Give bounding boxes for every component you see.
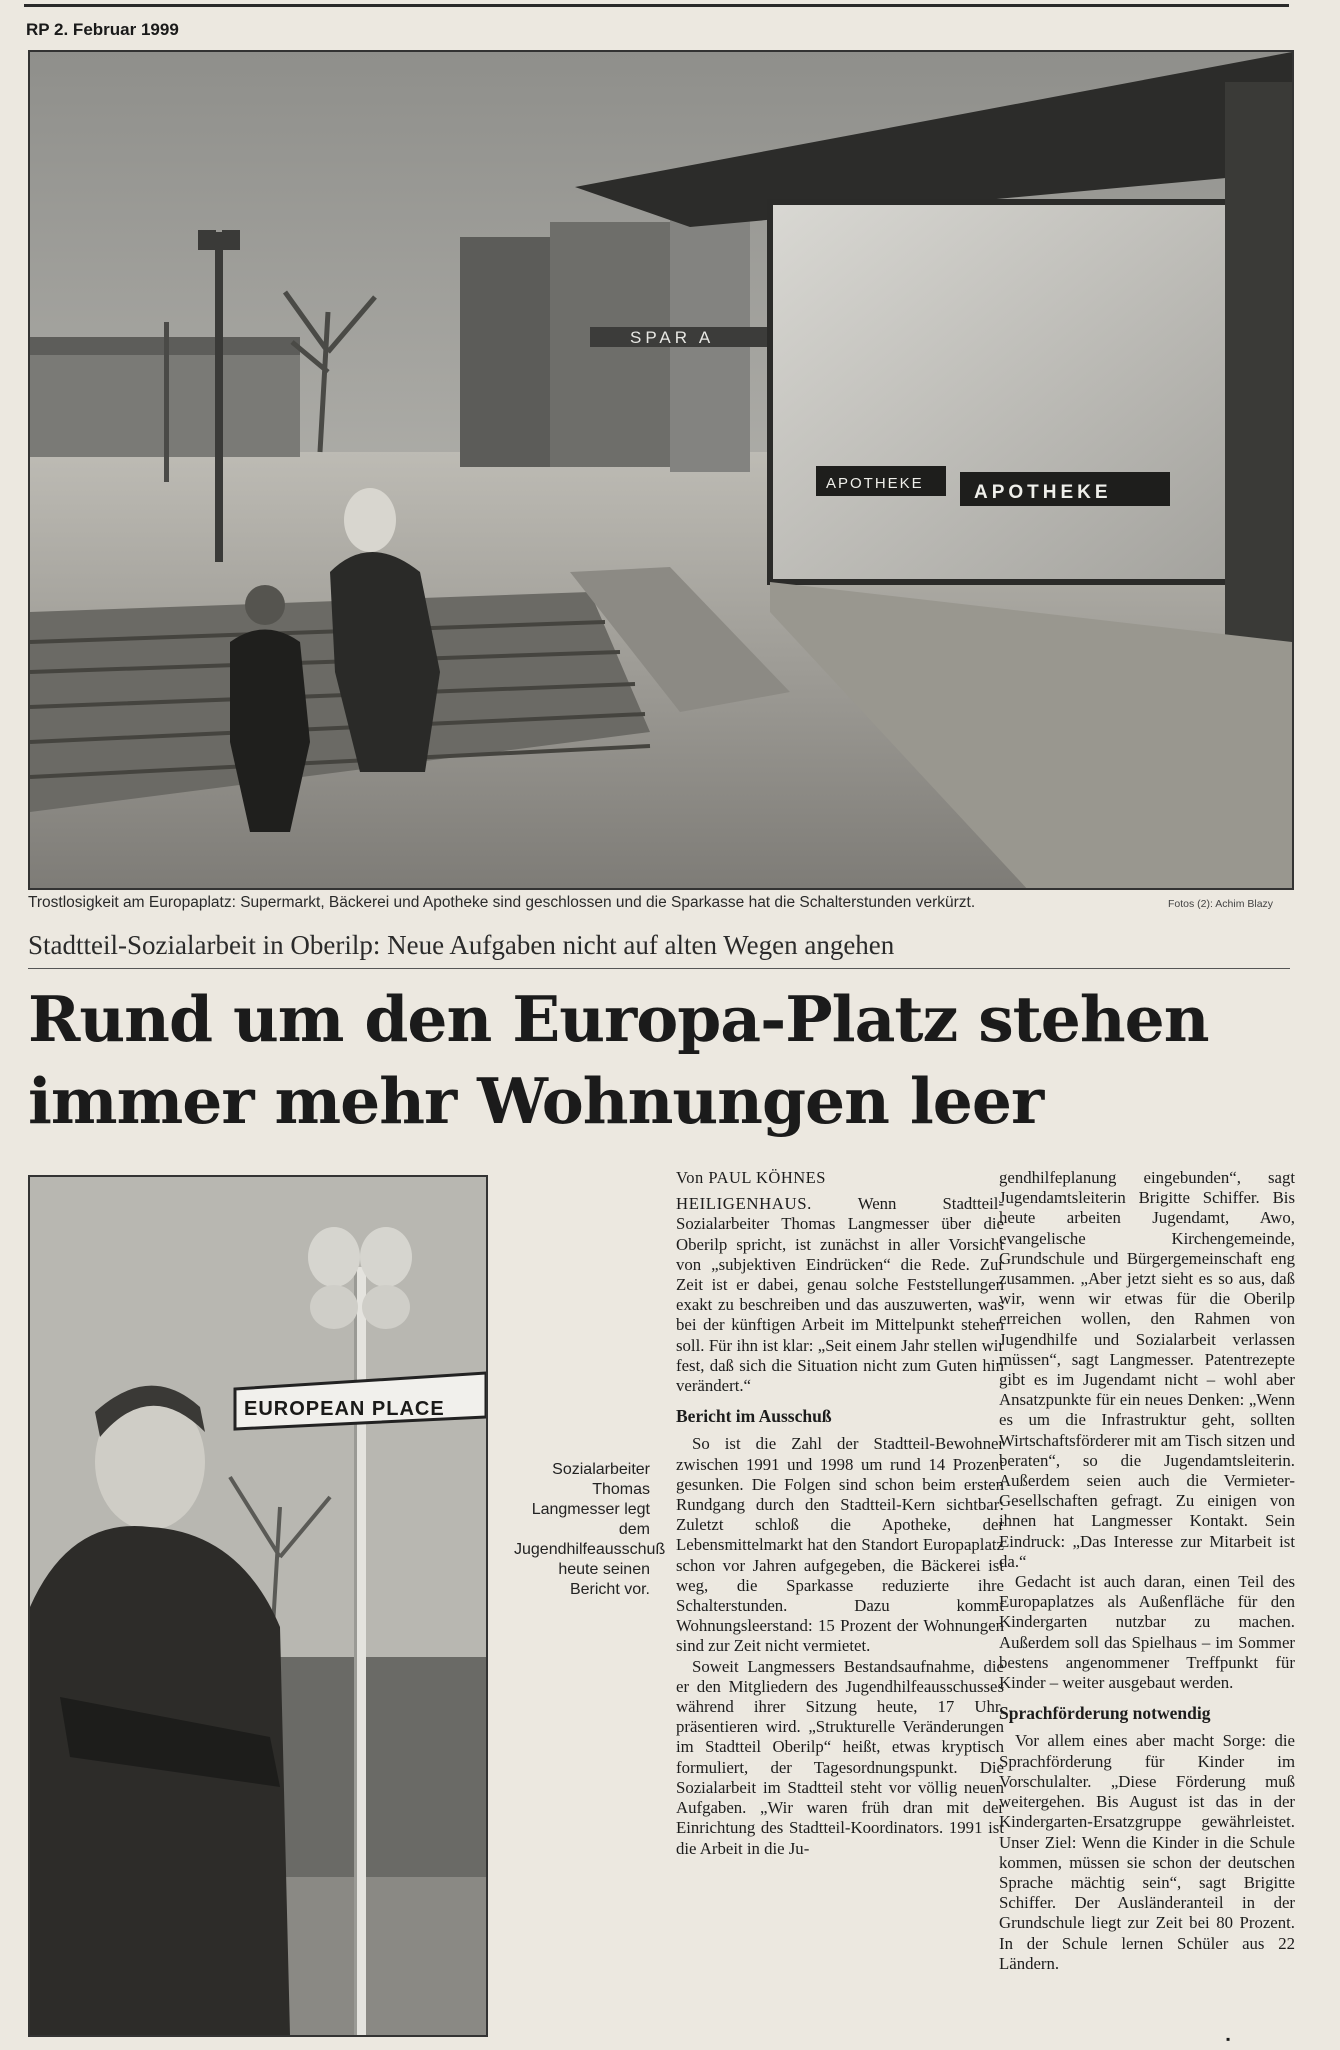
main-photo-illustration [30,52,1292,888]
end-marker: ▪ [1226,2032,1231,2046]
portrait-photo-illustration [30,1177,486,2035]
portrait-caption: Sozialarbeiter Thomas Langmesser legt dem Jugendhilfeausschuß heute seinen Bericht vor. [514,1461,666,1598]
article-column-2 [999,1168,1295,1974]
kicker: Stadtteil-Sozialarbeit in Oberilp: Neue Aufgaben nicht auf alten Wegen angehen [28,930,895,960]
paragraph-1 [676,1194,1004,1396]
paragraph-1-text: Wenn Stadtteil-Sozialarbeiter Thomas Langmesser über die Oberilp spricht, ist zunächst in aller Vorsicht von „subjektiven Eindrücken“ die Rede. Zur Zeit ist er dabei, genau solche Feststellungen exakt zu beschreiben und das auszuwerten, was bei der künftigen Arbeit im Mittelpunkt stehen soll. Für ihn ist klar: „Seit einem Jahr stellen wir fest, daß sich die Situation nicht zum Guten hin verändert.“ [676,1194,1004,1396]
dateline: RP 2. Februar 1999 [26,20,179,39]
portrait-photo [28,1175,488,2037]
photo-credit: Fotos (2): Achim Blazy [1168,898,1274,910]
apotheke-sign-left: APOTHEKE [826,475,924,492]
byline: Von PAUL KÖHNES [676,1168,826,1187]
dateplace: HEILIGENHAUS. [676,1194,812,1214]
headline-line-2: immer mehr Wohnungen leer [28,1064,1044,1138]
headline-line-1: Rund um den Europa-Platz stehen [28,982,1209,1056]
paragraph-2: So ist die Zahl der Stadtteil-Bewohner zwischen 1991 und 1998 um rund 14 Prozent gesunken. Die Folgen sind schon beim ersten Rundgang durch den Stadtteil-Kern sichtbar: Zuletzt schloß die Apotheke, der Lebensmittelmarkt hat den Standort Europaplatz schon vor Jahren aufgegeben, die Bäckerei ist weg, die Sparkasse reduzierte ihre Schalterstunden. Dazu kommt Wohnungsleerstand: 15 Prozent der Wohnungen sind zur Zeit nicht vermietet. [676,1434,1004,1656]
apotheke-sign-right: APOTHEKE [974,482,1112,503]
main-photo-caption: Trostlosigkeit am Europaplatz: Supermarkt, Bäckerei und Apotheke sind geschlossen und die Sparkasse hat die Schalterstunden verkürzt. [28,894,976,911]
paragraph-5: Gedacht ist auch daran, einen Teil des Europaplatzes als Außenfläche für den Kindergarten nutzbar zu machen. Außerdem soll das Spielhaus – im Sommer bestens angenommener Treffpunkt für Kinder – weiter ausgebaut werden. [999,1572,1295,1693]
headline [28,978,1298,1142]
main-photo [28,50,1294,890]
article-column-1 [676,1168,1004,1859]
kicker-rule [28,968,1290,969]
paragraph-6: Vor allem eines aber macht Sorge: die Sprachförderung für Kinder im Vorschulalter. „Diese Förderung muß weitergehen. Bis August ist das in der Kindergarten-Ersatzgruppe gewährleistet. Unser Ziel: Wenn die Kinder in die Schule kommen, müssen sie schon der deutschen Sprache mächtig sein“, sagt Brigitte Schiffer. Der Ausländeranteil in der Grundschule liegt zur Zeit bei 80 Prozent. In der Schule lernen Schüler aus 22 Ländern. [999,1731,1295,1973]
paragraph-4: gendhilfeplanung eingebunden“, sagt Jugendamtsleiterin Brigitte Schiffer. Bis heute arbeiten Jugendamt, Awo, evangelische Kirchengemeinde, Grundschule und Bürgergemeinschaft eng zusammen. „Aber jetzt sieht es so aus, daß wir, wenn wir etwas für die Oberilp erreichen wollen, den Rahmen von Jugendhilfe und Sozialarbeit verlassen müssen“, sagt Langmesser. Patentrezepte gibt es im Jugendamt nicht – wohl aber Ansatzpunkte für ein neues Denken: „Wenn es um die Infrastruktur geht, sollten Wirtschaftsförderer mit am Tisch sitzen und beraten“, so die Jugendamtsleiterin. Außerdem seien auch die Vermieter-Gesellschaften gefragt. Zu einigen von ihnen hat Langmesser Kontakt. Sein Eindruck: „Das Interesse zur Mitarbeit ist da.“ [999,1168,1295,1571]
top-rule [24,4,1289,7]
paragraph-3: Soweit Langmessers Bestandsaufnahme, die er den Mitgliedern des Jugendhilfeausschusses während ihrer Sitzung heute, 17 Uhr, präsentieren wird. „Strukturelle Veränderungen im Stadtteil Oberilp“ heißt, etwas kryptisch formuliert, der Tagesordnungspunkt. Die Sozialarbeit im Stadtteil steht vor völlig neuen Aufgaben. „Wir waren früh dran mit der Einrichtung des Stadtteil-Koordinators. 1991 ist die Arbeit in die Ju- [676,1656,1004,1858]
subheading-2: Sprachförderung notwendig [999,1703,1211,1724]
street-sign: EUROPEAN PLACE [244,1398,445,1420]
subheading-1: Bericht im Ausschuß [676,1406,832,1427]
spar-sign: SPAR A [630,328,715,347]
